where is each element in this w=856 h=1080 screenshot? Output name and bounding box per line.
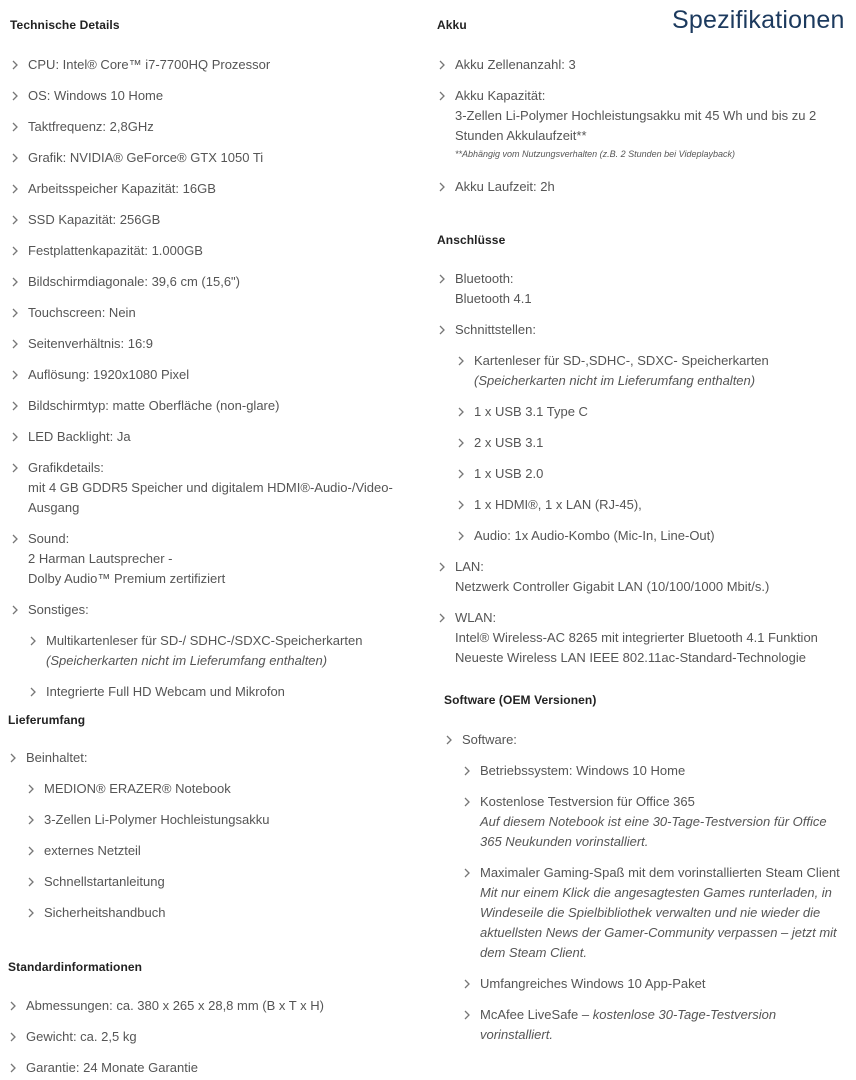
tech-item-text: SSD Kapazität: 256GB (28, 212, 161, 227)
akku-kapazitaet-line1: 3-Zellen Li-Polymer Hochleistungsakku mit 45 Wh und bis zu 2 (455, 108, 817, 123)
tech-item-11 (28, 396, 279, 416)
chevron-right-icon (10, 153, 20, 163)
liefer-item-text: externes Netzteil (44, 843, 141, 858)
lan-value: Netzwerk Controller Gigabit LAN (10/100/1000 Mbit/s.) (455, 579, 770, 594)
tech-item-text: Taktfrequenz: 2,8GHz (28, 119, 154, 134)
list-item-akku-kapazitaet (455, 86, 816, 162)
chevron-right-icon (456, 407, 466, 417)
liefer-item-1 (44, 810, 269, 830)
chevron-right-icon (462, 797, 472, 807)
mcafee-note-line1: kostenlose 30-Tage-Testversion (592, 1007, 777, 1022)
grafikdetails-line2: Ausgang (28, 500, 80, 515)
bluetooth-value: Bluetooth 4.1 (455, 291, 532, 306)
tech-item-4 (28, 179, 216, 199)
list-item-office (480, 792, 827, 852)
liefer-item-text: Sicherheitshandbuch (44, 905, 166, 920)
akku-kapazitaet-label: Akku Kapazität: (455, 88, 546, 103)
chevron-right-icon (456, 500, 466, 510)
multikartenleser-text: Multikartenleser für SD-/ SDHC-/SDXC-Speicherkarten (46, 633, 363, 648)
chevron-right-icon (456, 356, 466, 366)
tech-item-9 (28, 334, 153, 354)
section-heading-standardinformationen: Standardinformationen (8, 960, 143, 974)
chevron-right-icon (26, 877, 36, 887)
chevron-right-icon (10, 184, 20, 194)
list-item-software (462, 730, 517, 750)
list-item-grafikdetails (28, 458, 393, 518)
chevron-right-icon (10, 215, 20, 225)
schnittstellen-item-3 (474, 495, 642, 515)
akku-zellen-text: Akku Zellenanzahl: 3 (455, 57, 576, 72)
list-item-akku-zellen (455, 55, 576, 75)
section-heading-technische-details: Technische Details (10, 18, 120, 32)
chevron-right-icon (8, 753, 18, 763)
schnittstellen-item-text: 1 x USB 2.0 (474, 466, 544, 481)
software-label: Software: (462, 732, 517, 747)
chevron-right-icon (10, 277, 20, 287)
list-item-mcafee (480, 1005, 776, 1045)
kartenleser-note: (Speicherkarten nicht im Lieferumfang enthalten) (474, 373, 756, 388)
tech-item-10 (28, 365, 189, 385)
list-item-betriebssystem (480, 761, 685, 781)
chevron-right-icon (28, 687, 38, 697)
wlan-line1: Intel® Wireless-AC 8265 mit integrierter Bluetooth 4.1 Funktion (455, 630, 818, 645)
office-note-line1: Auf diesem Notebook ist eine 30-Tage-Testversion für Office (480, 814, 827, 829)
list-item-app-paket (480, 974, 705, 994)
chevron-right-icon (456, 469, 466, 479)
chevron-right-icon (437, 274, 447, 284)
office-text: Kostenlose Testversion für Office 365 (480, 794, 695, 809)
tech-item-text: OS: Windows 10 Home (28, 88, 164, 103)
chevron-right-icon (456, 438, 466, 448)
chevron-right-icon (8, 1032, 18, 1042)
chevron-right-icon (10, 370, 20, 380)
grafikdetails-line1: mit 4 GB GDDR5 Speicher und digitalem HDMI®-Audio-/Video- (28, 480, 393, 495)
chevron-right-icon (10, 60, 20, 70)
chevron-right-icon (444, 735, 454, 745)
list-item-sound (28, 529, 225, 589)
tech-item-text: CPU: Intel® Core™ i7-7700HQ Prozessor (28, 57, 271, 72)
list-item-wlan (455, 608, 818, 668)
chevron-right-icon (10, 534, 20, 544)
grafikdetails-label: Grafikdetails: (28, 460, 104, 475)
list-item-webcam (46, 682, 285, 702)
schnittstellen-item-2 (474, 464, 543, 484)
chevron-right-icon (28, 636, 38, 646)
list-item-akku-laufzeit (455, 177, 555, 197)
chevron-right-icon (437, 182, 447, 192)
section-heading-anschluesse: Anschlüsse (437, 233, 506, 247)
tech-item-text: Grafik: NVIDIA® GeForce® GTX 1050 Ti (28, 150, 264, 165)
wlan-label: WLAN: (455, 610, 497, 625)
lan-label: LAN: (455, 559, 484, 574)
chevron-right-icon (456, 531, 466, 541)
tech-item-8 (28, 303, 136, 323)
wlan-line2: Neueste Wireless LAN IEEE 802.11ac-Standard-Technologie (455, 650, 806, 665)
tech-item-6 (28, 241, 203, 261)
akku-kapazitaet-line2: Stunden Akkulaufzeit** (455, 128, 587, 143)
chevron-right-icon (462, 766, 472, 776)
chevron-right-icon (10, 339, 20, 349)
multikartenleser-note: (Speicherkarten nicht im Lieferumfang enthalten) (46, 653, 328, 668)
standard-item-2 (26, 1058, 198, 1078)
tech-item-7 (28, 272, 240, 292)
kartenleser-text: Kartenleser für SD-,SDHC-, SDXC- Speicherkarten (474, 353, 769, 368)
tech-item-3 (28, 148, 263, 168)
schnittstellen-item-1 (474, 433, 543, 453)
chevron-right-icon (10, 308, 20, 318)
schnittstellen-item-0 (474, 402, 588, 422)
chevron-right-icon (10, 401, 20, 411)
akku-kapazitaet-note: **Abhängig vom Nutzungsverhalten (z.B. 2 Stunden bei Videplayback) (455, 149, 736, 159)
liefer-item-4 (44, 903, 165, 923)
tech-item-text: Bildschirmtyp: matte Oberfläche (non-glare) (28, 398, 280, 413)
chevron-right-icon (437, 613, 447, 623)
section-heading-akku: Akku (437, 18, 467, 32)
schnittstellen-item-text: Audio: 1x Audio-Kombo (Mic-In, Line-Out) (474, 528, 715, 543)
liefer-item-text: Schnellstartanleitung (44, 874, 165, 889)
schnittstellen-label: Schnittstellen: (455, 322, 536, 337)
chevron-right-icon (462, 868, 472, 878)
chevron-right-icon (26, 908, 36, 918)
chevron-right-icon (437, 325, 447, 335)
steam-note-line1: Mit nur einem Klick die angesagtesten Games runterladen, in (480, 885, 832, 900)
steam-note-line2: Windeseile die Spielbibliothek verwalten und nie wieder die (480, 905, 821, 920)
section-heading-software: Software (OEM Versionen) (444, 693, 597, 707)
chevron-right-icon (437, 562, 447, 572)
chevron-right-icon (26, 784, 36, 794)
chevron-right-icon (10, 432, 20, 442)
list-item-sonstiges (28, 600, 89, 620)
mcafee-text: McAfee LiveSafe – (480, 1007, 590, 1022)
tech-item-text: Seitenverhältnis: 16:9 (28, 336, 154, 351)
list-item-beinhaltet (26, 748, 87, 768)
liefer-item-2 (44, 841, 141, 861)
list-item-bluetooth (455, 269, 532, 309)
sound-line1: 2 Harman Lautsprecher - (28, 551, 173, 566)
chevron-right-icon (437, 91, 447, 101)
list-item-lan (455, 557, 769, 597)
chevron-right-icon (26, 815, 36, 825)
page-title: Spezifikationen (672, 6, 845, 34)
standard-item-text: Abmessungen: ca. 380 x 265 x 28,8 mm (B x T x H) (26, 998, 324, 1013)
steam-note-line4: dem Steam Client. (480, 945, 587, 960)
chevron-right-icon (10, 605, 20, 615)
liefer-item-text: 3-Zellen Li-Polymer Hochleistungsakku (44, 812, 270, 827)
sonstiges-label: Sonstiges: (28, 602, 89, 617)
chevron-right-icon (10, 91, 20, 101)
tech-item-0 (28, 55, 270, 75)
bluetooth-label: Bluetooth: (455, 271, 514, 286)
chevron-right-icon (26, 846, 36, 856)
tech-item-text: Auflösung: 1920x1080 Pixel (28, 367, 190, 382)
sound-line2: Dolby Audio™ Premium zertifiziert (28, 571, 226, 586)
chevron-right-icon (8, 1063, 18, 1073)
steam-note-line3: aktuellsten News der Gamer-Community verpassen – jetzt mit (480, 925, 837, 940)
standard-item-text: Gewicht: ca. 2,5 kg (26, 1029, 137, 1044)
schnittstellen-item-text: 1 x USB 3.1 Type C (474, 404, 588, 419)
chevron-right-icon (462, 1010, 472, 1020)
liefer-item-3 (44, 872, 165, 892)
tech-item-5 (28, 210, 160, 230)
tech-item-text: Bildschirmdiagonale: 39,6 cm (15,6") (28, 274, 240, 289)
chevron-right-icon (8, 1001, 18, 1011)
tech-item-12 (28, 427, 131, 447)
tech-item-1 (28, 86, 163, 106)
sound-label: Sound: (28, 531, 70, 546)
chevron-right-icon (462, 979, 472, 989)
list-item-steam (480, 863, 840, 963)
liefer-item-0 (44, 779, 231, 799)
steam-text: Maximaler Gaming-Spaß mit dem vorinstallierten Steam Client (480, 865, 840, 880)
tech-item-text: Festplattenkapazität: 1.000GB (28, 243, 203, 258)
list-item-multikartenleser (46, 631, 362, 671)
list-item-schnittstellen (455, 320, 536, 340)
tech-item-text: Arbeitsspeicher Kapazität: 16GB (28, 181, 216, 196)
chevron-right-icon (437, 60, 447, 70)
schnittstellen-item-text: 2 x USB 3.1 (474, 435, 544, 450)
standard-item-text: Garantie: 24 Monate Garantie (26, 1060, 198, 1075)
section-heading-lieferumfang: Lieferumfang (8, 713, 86, 727)
standard-item-0 (26, 996, 324, 1016)
mcafee-note-line2: vorinstalliert. (480, 1027, 553, 1042)
webcam-text: Integrierte Full HD Webcam und Mikrofon (46, 684, 285, 699)
tech-item-text: LED Backlight: Ja (28, 429, 131, 444)
liefer-item-text: MEDION® ERAZER® Notebook (44, 781, 231, 796)
beinhaltet-label: Beinhaltet: (26, 750, 88, 765)
akku-laufzeit-text: Akku Laufzeit: 2h (455, 179, 555, 194)
app-paket-text: Umfangreiches Windows 10 App-Paket (480, 976, 706, 991)
tech-item-text: Touchscreen: Nein (28, 305, 136, 320)
schnittstellen-item-text: 1 x HDMI®, 1 x LAN (RJ-45), (474, 497, 642, 512)
standard-item-1 (26, 1027, 137, 1047)
chevron-right-icon (10, 463, 20, 473)
tech-item-2 (28, 117, 154, 137)
office-note-line2: 365 Neukunden vorinstalliert. (480, 834, 649, 849)
list-item-kartenleser (474, 351, 769, 391)
schnittstellen-item-4 (474, 526, 715, 546)
betriebssystem-text: Betriebssystem: Windows 10 Home (480, 763, 686, 778)
chevron-right-icon (10, 246, 20, 256)
chevron-right-icon (10, 122, 20, 132)
